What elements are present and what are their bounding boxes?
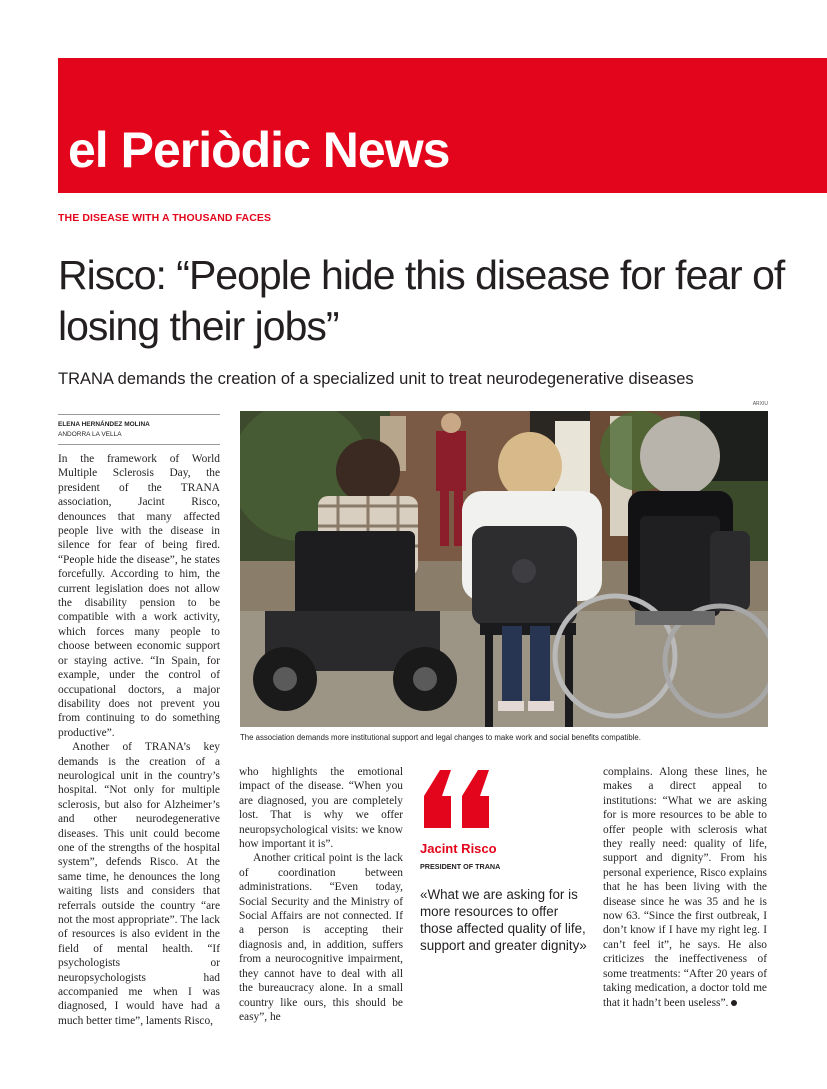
- masthead-title: el Periòdic News: [68, 122, 450, 178]
- photo-caption: The association demands more institutional support and legal changes to make work and social benefits compatible.: [240, 733, 641, 742]
- subheadline: TRANA demands the creation of a specialized unit to treat neurodegenerative diseases: [58, 370, 694, 388]
- article-photo: [240, 411, 768, 727]
- body-paragraph: Another critical point is the lack of coordination between administrations. “Even today, Social Security and the Ministry of Social Affairs are not connected. If a person is accepting their diagnosis and, in addition, suffers from a neurocognitive impairment, they cannot have to deal with all the bureaucracy alone. In a small country like ours, this should be easy”, he: [239, 852, 403, 1023]
- body-paragraph: Another of TRANA’s key demands is the creation of a neurological unit in the country’s hospital. “Not only for multiple sclerosis, but also for Alzheimer’s and other neurodegenerative diseases. This unit could become one of the strengths of the hospital system”, defends Risco. At the same time, he denounces the long waiting lists and considers that referrals outside the country “are not the most appropriate”. The lack of resources is also evident in the field of mental health. “If psychologists or neuropsychologists had accompanied me when I was diagnosed, I would have had a much better time”, laments Risco,: [58, 741, 220, 1027]
- byline-location: ANDORRA LA VELLA: [58, 431, 122, 438]
- body-paragraph: [603, 765, 767, 1010]
- body-paragraph-text: complains. Along these lines, he makes a direct appeal to institutions: “What we are asking for is more resources to be able to offer people with sclerosis what they really need: quality of life, support and dignity”. From his personal experience, Risco explains that he has been living with the disease since he was 35 and he is now 63. “Since the first outbreak, I don’t know if I have my right leg. I can’t feel it”, he says. He also criticizes the ineffectiveness of some treatments: “After 20 years of taking medication, a doctor told me that it hadn’t been useless”.: [603, 766, 767, 1009]
- end-of-article-icon: [731, 1000, 737, 1006]
- byline-author: ELENA HERNÁNDEZ MOLINA: [58, 421, 150, 428]
- byline-divider: [58, 444, 220, 445]
- body-column-2: [239, 765, 403, 1024]
- byline: [58, 414, 220, 439]
- headline: Risco: “People hide this disease for fear of losing their jobs”: [58, 252, 785, 349]
- section-label: THE DISEASE WITH A THOUSAND FACES: [58, 212, 272, 224]
- quote-mark-icon: [420, 770, 496, 828]
- quote-text: «What we are asking for is more resources to offer those affected quality of life, support and greater dignity»: [420, 887, 587, 953]
- quote-speaker-name: Jacint Risco: [420, 841, 497, 856]
- body-column-1: [58, 452, 220, 1028]
- body-column-3: [603, 765, 767, 1010]
- photo-credit: ARXIU: [752, 401, 768, 407]
- body-paragraph: In the framework of World Multiple Sclerosis Day, the president of the TRANA association, Jacint Risco, denounces that many affected people live with the disease in silence for fear of being fired. “People hide the disease”, he states forcefully. According to him, the current legislation does not allow the disability pension to be compatible with a work activity, which forces many people to choose between economic support or staying active. “In Spain, for example, under the control of occupational doctors, a major disability does not prevent you from continuing to do something productive”.: [58, 453, 220, 739]
- body-paragraph: who highlights the emotional impact of the disease. “When you are diagnosed, you are completely lost. That is why we offer neuropsychological visits: we know how important it is”.: [239, 766, 403, 851]
- masthead: [58, 58, 827, 193]
- quote-speaker-role: PRESIDENT OF TRANA: [420, 862, 501, 871]
- photo-illustration: [240, 411, 768, 727]
